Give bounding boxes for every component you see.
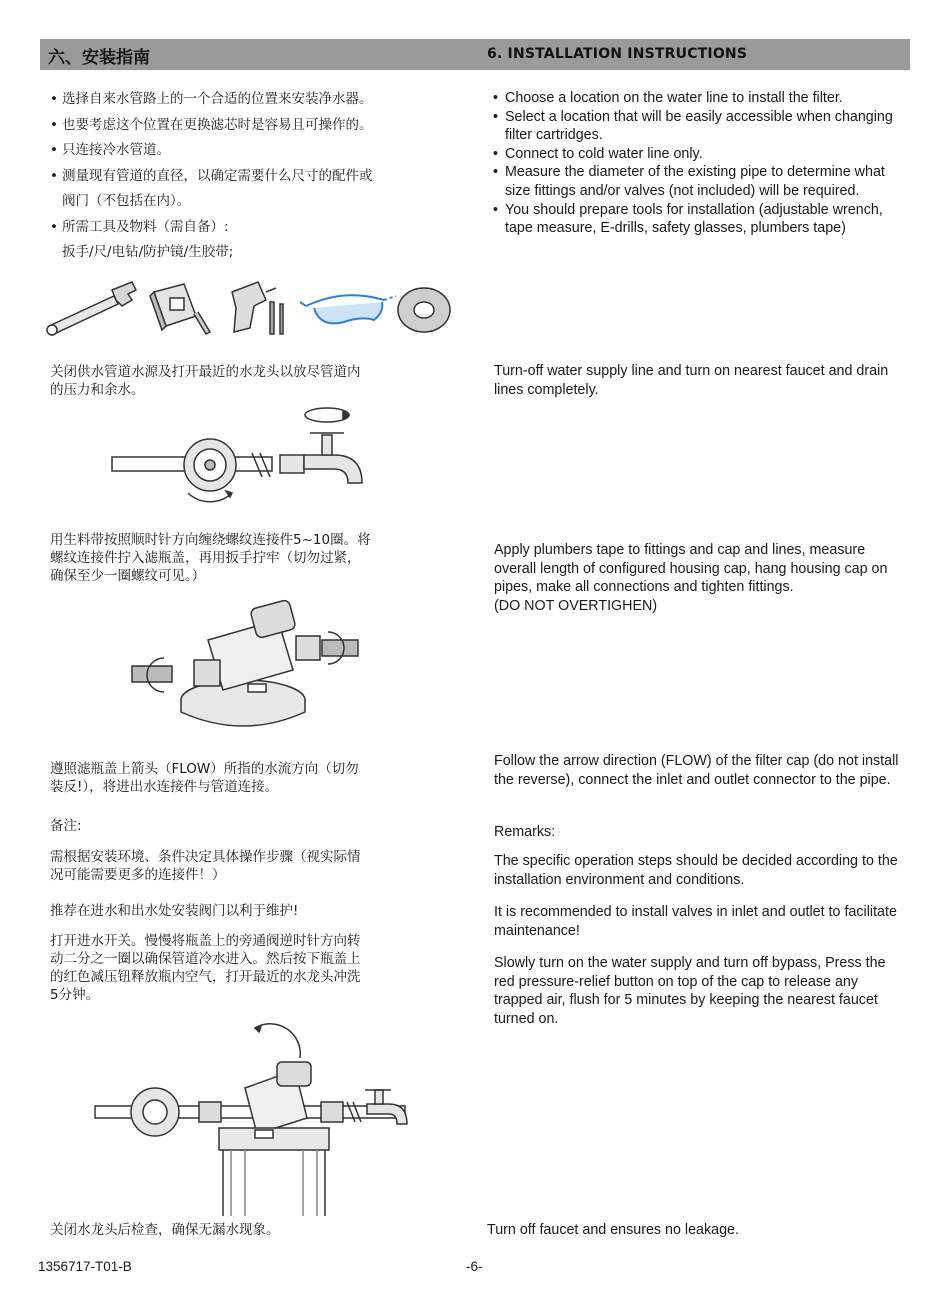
- en-step3: Follow the arrow direction (FLOW) of the filter cap (do not install the reverse), connect the inlet and outlet connector to the pipe.: [494, 753, 899, 788]
- cn-bullet: • 所需工具及物料（需自备）:: [50, 218, 430, 236]
- tools-illustration: [44, 278, 454, 340]
- cn-remark3: [50, 932, 430, 1004]
- cn-step2-line: 确保至少一圈螺纹可见。）: [50, 568, 206, 584]
- faucet-icon: [367, 1104, 407, 1124]
- en-step2-warning: (DO NOT OVERTIGHEN): [494, 597, 658, 614]
- tape-roll-icon: [398, 288, 450, 332]
- section-title-cn: 六、安装指南: [48, 48, 150, 68]
- cn-step2-line: 螺纹连接件拧入滤瓶盖，再用扳手拧牢（切勿过紧，: [50, 550, 361, 566]
- cn-final-step: 关闭水龙头后检查，确保无漏水现象。: [50, 1222, 280, 1238]
- cn-step1-line: 关闭供水管道水源及打开最近的水龙头以放尽管道内: [50, 364, 361, 380]
- en-bullet-list: [493, 89, 903, 238]
- wrench-icon: [47, 282, 136, 335]
- rotate-arrow-icon: [188, 493, 232, 502]
- valve-faucet-illustration: [112, 405, 374, 505]
- safety-glasses-icon: [300, 295, 396, 323]
- cn-remarks-label: 备注:: [50, 818, 82, 834]
- page-number: -6-: [466, 1259, 483, 1274]
- threaded-connector-icon: [322, 640, 358, 656]
- faucet-icon: [304, 455, 362, 483]
- cn-bullet: • 测量现有管道的直径，以确定需要什么尺寸的配件或: [50, 167, 430, 185]
- cn-remark3-line: 5分钟。: [50, 987, 100, 1003]
- threaded-connector-icon: [132, 666, 172, 682]
- en-bullet: • Measure the diameter of the existing pipe to determine what size fittings and/or valves (not included) will be required.: [493, 163, 903, 200]
- en-remark2: It is recommended to install valves in inlet and outlet to facilitate maintenance!: [494, 904, 897, 939]
- en-step1: Turn-off water supply line and turn on nearest faucet and drain lines completely.: [494, 363, 889, 398]
- full-system-illustration: [95, 1018, 415, 1216]
- en-step2: [494, 541, 909, 615]
- en-bullet: • Choose a location on the water line to install the filter.: [493, 89, 903, 108]
- cn-remark3-line: 动二分之一圈以确保管道冷水进入。然后按下瓶盖上: [50, 951, 361, 967]
- cn-remark2: 推荐在进水和出水处安装阀门以利于维护!: [50, 903, 299, 919]
- rotate-arrow-icon: [255, 1024, 300, 1058]
- en-step2-text: Apply plumbers tape to fittings and cap and lines, measure overall length of configured housing cap, hang housing cap on pipes, make all connections and tighten fittings.: [494, 542, 888, 596]
- drill-icon: [232, 282, 283, 334]
- en-bullet: • Connect to cold water line only.: [493, 145, 903, 164]
- cn-step1: [50, 363, 430, 399]
- cn-step3: [50, 760, 430, 796]
- cn-remark3-line: 的红色减压钮释放瓶内空气，打开最近的水龙头冲洗: [50, 969, 361, 985]
- section-header-bar: [40, 39, 910, 70]
- cn-bullet: • 也要考虑这个位置在更换滤芯时是容易且可操作的。: [50, 116, 430, 134]
- en-remarks-label: Remarks:: [494, 824, 556, 840]
- cn-bullet: • 选择自来水管路上的一个合适的位置来安装净水器。: [50, 90, 430, 108]
- cn-bullet-continuation: 阀门（不包括在内）。: [62, 193, 191, 209]
- cn-remark1-line: 况可能需要更多的连接件！）: [50, 867, 226, 883]
- cn-bullet: • 只连接冷水管道。: [50, 141, 430, 159]
- cn-remark3-line: 打开进水开关。慢慢将瓶盖上的旁通阀逆时针方向转: [50, 933, 361, 949]
- cn-step3-line: 装反!），将进出水连接件与管道连接。: [50, 779, 279, 795]
- cn-step2-line: 用生料带按照顺时针方向缠绕螺纹连接件5~10圈。将: [50, 532, 371, 548]
- en-final-step: Turn off faucet and ensures no leakage.: [487, 1222, 739, 1238]
- cn-step1-line: 的压力和余水。: [50, 382, 145, 398]
- filter-cap-illustration: [128, 600, 358, 735]
- en-remark3: Slowly turn on the water supply and turn off bypass, Press the red pressure-relief button on top of the cap to release any trapped air, flush for 5 minutes by keeping the nearest faucet turned on.: [494, 955, 886, 1027]
- en-bullet: • You should prepare tools for installation (adjustable wrench, tape measure, E-drills, safety glasses, plumbers tape): [493, 201, 903, 238]
- section-title-en: 6. INSTALLATION INSTRUCTIONS: [487, 46, 748, 62]
- en-remark1: The specific operation steps should be decided according to the installation environment and conditions.: [494, 853, 898, 888]
- cn-remark1: [50, 848, 430, 884]
- cn-step2: [50, 531, 430, 585]
- en-bullet: • Select a location that will be easily accessible when changing filter cartridges.: [493, 108, 903, 145]
- document-code: 1356717-T01-B: [38, 1259, 132, 1274]
- cn-step3-line: 遵照滤瓶盖上箭头（FLOW）所指的水流方向（切勿: [50, 761, 359, 777]
- tape-measure-icon: [150, 284, 210, 334]
- cn-bullet-continuation: 扳手/尺/电钻/防护镜/生胶带;: [62, 244, 234, 260]
- cn-remark1-line: 需根据安装环境、条件决定具体操作步骤（视实际情: [50, 849, 361, 865]
- cn-bullet-list: [50, 90, 430, 269]
- filter-housing-icon: [219, 1128, 329, 1150]
